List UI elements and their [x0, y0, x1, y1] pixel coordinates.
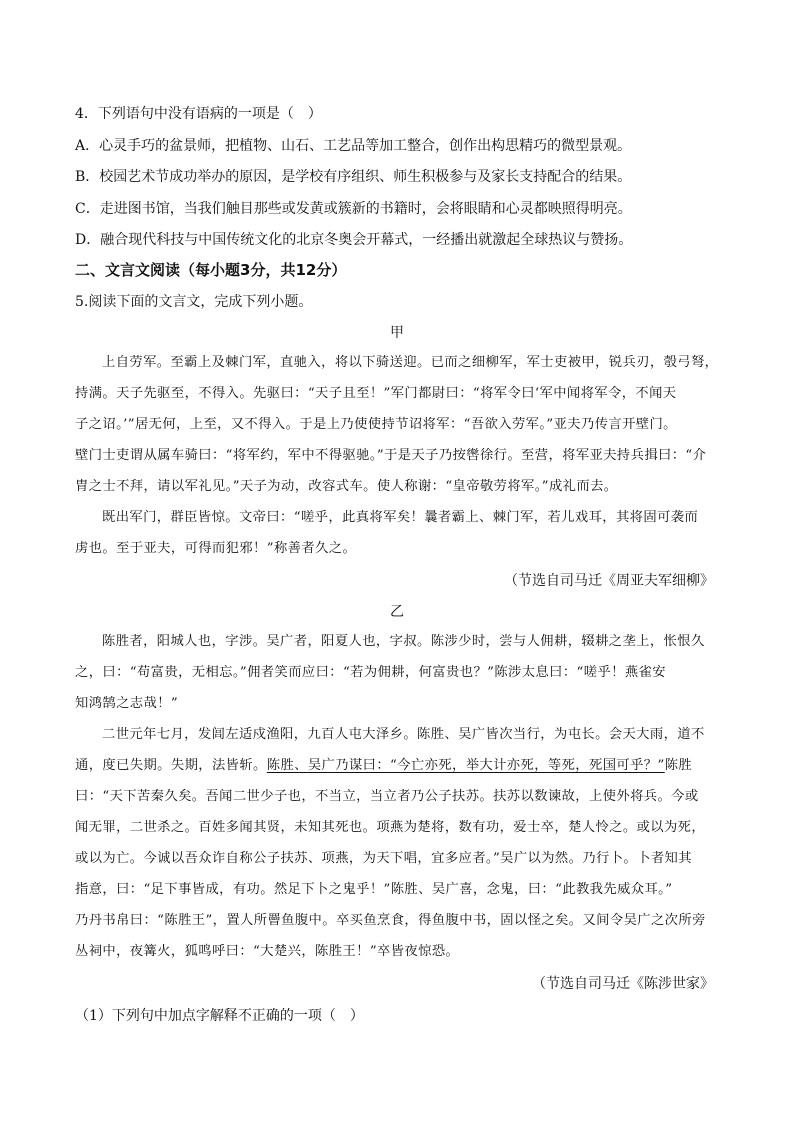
- question-4-option-b: B．校园艺术节成功举办的原因，是学校有序组织、师生积极参与及家长支持配合的结果。: [75, 169, 632, 185]
- passage-a-line: 壁门士吏谓从属车骑曰：“将军约，军中不得驱驰。”于是天子乃按辔徐行。至营，将军亚夫持兵揖曰：“介: [75, 448, 707, 463]
- passage-b-line: [75, 756, 692, 776]
- passage-b-text: 通，度已失期。失期，法皆斩。: [75, 758, 267, 773]
- section-2-title: 二、文言文阅读（每小题3分，共12分）: [75, 261, 347, 279]
- passage-a-line: 子之诏。’”居无何，上至，又不得入。于是上乃使使持节诏将军：“吾欲入劳军。”亚夫乃传言开壁门。: [75, 417, 677, 432]
- question-4-stem: 4．下列语句中没有语病的一项是（ ）: [75, 106, 322, 122]
- passage-a-line: 上自劳军。至霸上及棘门军，直驰入，将以下骑送迎。已而之细柳军，军士吏被甲，锐兵刃，彀弓弩，: [102, 355, 719, 370]
- passage-b-line: 丛祠中，夜篝火，狐鸣呼曰：“大楚兴，陈胜王！”卒皆夜惊恐。: [75, 944, 460, 959]
- passage-b-line: 乃丹书帛曰：“陈胜王”，置人所罾鱼腹中。卒买鱼烹食，得鱼腹中书，固以怪之矣。又间令吴广之次所旁: [75, 913, 706, 928]
- question-4-option-c: C．走进图书馆，当我们触目那些或发黄或簇新的书籍时，会将眼睛和心灵都映照得明亮。: [75, 201, 632, 217]
- passage-b-line: 指意，曰：“足下事皆成，有功。然足下卜之鬼乎！”陈胜、吴广喜，念鬼，曰：“此教我先威众耳。”: [75, 882, 673, 897]
- passage-b-line: 之，曰：“苟富贵，无相忘。”佣者笑而应曰：“若为佣耕，何富贵也？”陈涉太息曰：“嗟乎！燕雀安: [75, 665, 666, 680]
- passage-b-source: （节选自司马迁《陈涉世家》: [532, 976, 714, 992]
- passage-a-source: （节选自司马迁《周亚夫军细柳》: [504, 573, 714, 589]
- passage-b-line: 二世元年七月，发闾左适戍渔阳，九百人屯大泽乡。陈胜、吴广皆次当行，为屯长。会天大雨，道不: [102, 727, 705, 742]
- passage-b-line: 陈胜者，阳城人也，字涉。吴广者，阳夏人也，字叔。陈涉少时，尝与人佣耕，辍耕之垄上，怅恨久: [102, 634, 705, 649]
- passage-b-line: 知鸿鹄之志哉！”: [75, 696, 179, 711]
- question-4-option-d: D．融合现代科技与中国传统文化的北京冬奥会开幕式，一经播出就激起全球热议与赞扬。: [75, 232, 633, 248]
- passage-b-line: 曰：“天下苦秦久矣。吾闻二世少子也，不当立，当立者乃公子扶苏。扶苏以数谏故，上使外将兵。今或: [75, 789, 699, 804]
- question-5-1: （1）下列句中加点字解释不正确的一项（ ）: [75, 1008, 364, 1024]
- question-5-intro: 5.阅读下面的文言文，完成下列小题。: [75, 294, 313, 310]
- passage-b-heading: 乙: [390, 604, 404, 620]
- question-4-option-a: A．心灵手巧的盆景师，把植物、山石、工艺品等加工整合，创作出构思精巧的微型景观。: [75, 138, 632, 154]
- passage-a-line: 持满。天子先驱至，不得入。先驱曰：“天子且至！”军门都尉曰：“将军令曰‘军中闻将军令，不闻天: [75, 386, 677, 401]
- passage-b-line: 闻无罪，二世杀之。百姓多闻其贤，未知其死也。项燕为楚将，数有功，爱士卒，楚人怜之。或以为死，: [75, 820, 706, 835]
- passage-a-line: 胄之士不拜，请以军礼见。”天子为动，改容式车。使人称谢：“皇帝敬劳将军。”成礼而去。: [75, 479, 618, 494]
- passage-a-line: 既出军门，群臣皆惊。文帝曰：“嗟乎，此真将军矣！曩者霸上、棘门军，若儿戏耳，其将固可袭而: [102, 510, 699, 525]
- passage-a-heading: 甲: [390, 325, 404, 341]
- underlined-sentence: 陈胜、吴广乃谋曰：“今亡亦死，举大计亦死，等死，死国可乎？”: [266, 758, 665, 773]
- passage-b-text: 陈胜: [664, 758, 693, 773]
- passage-b-line: 或以为亡。今诚以吾众诈自称公子扶苏、项燕，为天下唱，宜多应者。”吴广以为然。乃行卜。卜者知其: [75, 851, 692, 866]
- passage-a-line: 虏也。至于亚夫，可得而犯邪！”称善者久之。: [75, 541, 357, 556]
